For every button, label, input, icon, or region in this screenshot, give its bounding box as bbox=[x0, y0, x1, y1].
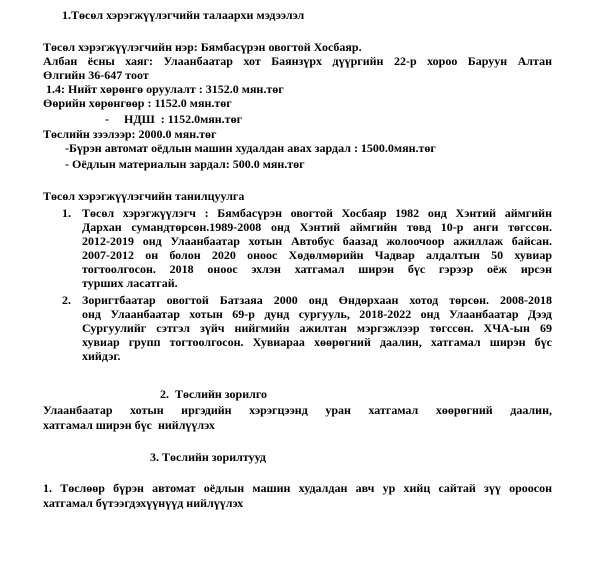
intro-item-1 bbox=[82, 206, 552, 290]
intro-item-1-line: Төсөл хэрэгжүүлэгч : Бямбасүрэн овогтой Хосбаяр 1982 онд Хэнтий аймгийн bbox=[82, 206, 552, 220]
implementer-name: Төсөл хэрэгжүүлэгчийн нэр: Бямбасүрэн овогтой Хосбаяр. bbox=[43, 40, 362, 54]
address-line-2: Өлгийн 36-647 тоот bbox=[43, 68, 149, 82]
address-line-1: Албан ёсны хаяг: Улаанбаатар хот Баянзүрх дүүргийн 22-р хороо Баруун Алтан bbox=[43, 54, 552, 68]
intro-item-2-line: Зоригтбаатар овогтой Батзаяа 2000 онд Өндөрхаан хотод төрсөн. 2008-2018 bbox=[82, 293, 552, 307]
total-investment: 1.4: Нийт хөрөнгө оруулалт : 3152.0 мян.төг bbox=[43, 82, 284, 96]
project-loan: Төслийн зээлээр: 2000.0 мян.төг bbox=[43, 127, 217, 141]
intro-item-1-line: турших ласатгай. bbox=[82, 276, 178, 290]
loan-item-machine: -Бүрэн автомат оёдлын машин худалдан авах зардал : 1500.0мян.төг bbox=[65, 141, 436, 155]
intro-item-2 bbox=[82, 293, 552, 363]
goal-line-2: хатгамал ширэн бүс нийлүүлэх bbox=[43, 418, 215, 432]
objective-line-1: 1. Төслөөр бүрэн автомат оёдлын машин худалдан авч ур хийц сайтай зүү ороосон bbox=[43, 481, 552, 495]
intro-item-1-line: тогтоолгосон. 2018 оноос эхлэн хатгамал ширэн бүс гэрээр оёж ирсэн bbox=[82, 262, 552, 276]
intro-item-number: 1. bbox=[62, 206, 71, 220]
ndsh-line: - НДШ : 1152.0мян.төг bbox=[105, 112, 243, 126]
intro-heading: Төсөл хэрэгжүүлэгчийн танилцуулга bbox=[43, 189, 245, 203]
loan-item-material: - Оёдлын материалын зардал: 500.0 мян.төг bbox=[65, 157, 305, 171]
heading-implementer-info: 1.Төсөл хэрэгжүүлэгчийн талаархи мэдээлэл bbox=[62, 8, 305, 22]
heading-project-goal: 2. Төслийн зорилго bbox=[160, 387, 268, 401]
intro-item-number: 2. bbox=[62, 293, 71, 307]
objective-line-2: хатгамал бүтээгдэхүүнүүд нийлүүлэх bbox=[43, 496, 244, 510]
intro-item-1-line: 2007-2012 он болон 2020 оноос Хөдөлмөрийн Чадвар алдалтын 50 хувиар bbox=[82, 248, 552, 262]
intro-item-1-line: 2012-2019 онд Улаанбаатар хотын Автобус баазад жолоочоор ажиллаж байсан. bbox=[82, 234, 552, 248]
intro-item-2-line: онд Улаанбаатар хотын 69-р дунд сургууль, 2018-2022 онд Улаанбаатар Дээд bbox=[82, 307, 552, 321]
goal-line-1: Улаанбаатар хотын иргэдийн хэрэгцээнд уран хатгамал хөөрөгний даалин, bbox=[43, 403, 552, 417]
intro-item-1-line: Дархан сумандтөрсөн.1989-2008 онд Хэнтий аймгийн төвд 10-р анги төгссөн. bbox=[82, 220, 552, 234]
own-capital: Өөрийн хөрөнгөөр : 1152.0 мян.төг bbox=[43, 96, 232, 110]
intro-item-2-line: хийдэг. bbox=[82, 349, 121, 363]
heading-project-objectives: 3. Төслийн зорилтууд bbox=[150, 450, 266, 464]
intro-item-2-line: хувиар групп тогтоолгосон. Хувиараа хөөрөгний даалин, хатгамал ширэн бүс bbox=[82, 335, 552, 349]
intro-item-2-line: Сургуулийг сэтгэл зүйч нийгмийн ажилтан мэргэжлээр төгссөн. ХЧА-ын 69 bbox=[82, 321, 552, 335]
